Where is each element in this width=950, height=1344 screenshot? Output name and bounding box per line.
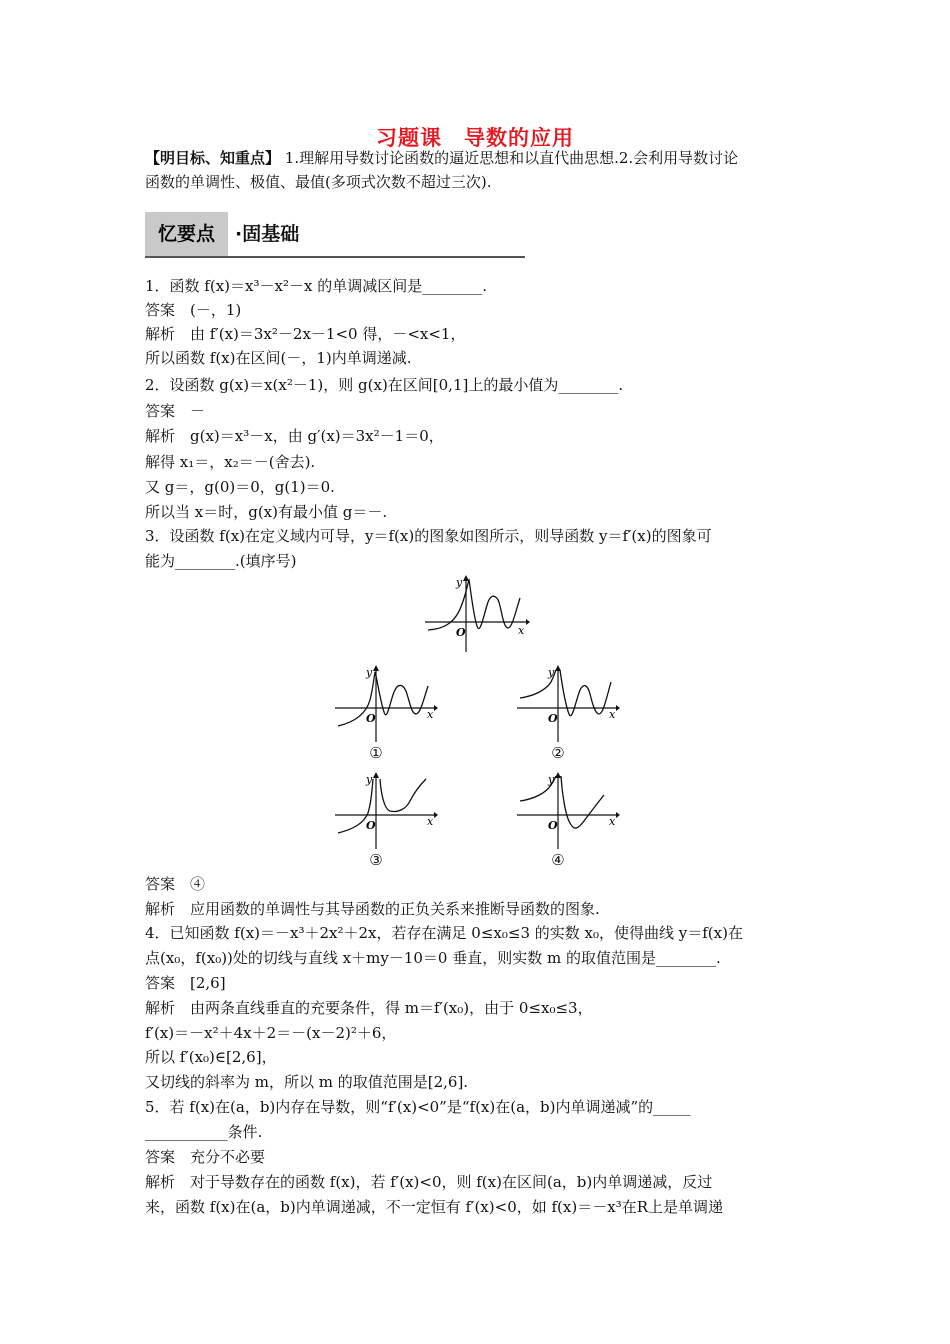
svg-text:O: O [456, 626, 466, 639]
text-line: 答案 [2,6] [145, 974, 226, 992]
text-line: 点(x₀，f(x₀))处的切线与直线 x＋my－10＝0 垂直，则实数 m 的取值范围是________. [145, 949, 721, 967]
section-banner-rule [145, 256, 525, 258]
text-line: 解析 由 f′(x)＝3x²－2x－1<0 得，－<x<1， [145, 325, 466, 343]
text-line: 1．函数 f(x)＝x³－x²－x 的单调减区间是________. [145, 277, 487, 295]
text-line: 5．若 f(x)在(a，b)内存在导数，则“f′(x)<0”是“f(x)在(a，b)内单调递减”的_____ [145, 1098, 691, 1116]
svg-text:O: O [366, 819, 376, 832]
learning-goal-text-1: 1.理解用导数讨论函数的逼近思想和以直代曲思想.2.会利用导数讨论 [280, 149, 739, 167]
option-caption-1: ① [369, 744, 383, 762]
text-line: 来，函数 f(x)在(a，b)内单调递减，不一定恒有 f′(x)<0，如 f(x)＝－x³在R上是单调递 [145, 1198, 723, 1216]
text-line: 解析 应用函数的单调性与其导函数的正负关系来推断导函数的图象. [145, 900, 600, 918]
svg-text:x: x [609, 708, 616, 721]
text-line: 所以当 x＝时，g(x)有最小值 g＝－. [145, 503, 388, 521]
text-line: ___________条件. [145, 1123, 263, 1141]
learning-goal-label: 【明目标、知重点】 [145, 149, 281, 167]
text-line: 2．设函数 g(x)＝x(x²－1)，则 g(x)在区间[0,1]上的最小值为________. [145, 376, 624, 394]
page-title: 习题课 导数的应用 [376, 126, 574, 150]
text-line: f′(x)＝－x²＋4x＋2＝－(x－2)²＋6， [145, 1024, 397, 1042]
svg-text:y: y [456, 576, 463, 589]
option-caption-3: ③ [369, 851, 383, 869]
svg-text:O: O [548, 819, 558, 832]
text-line: 解析 由两条直线垂直的充要条件，得 m＝f′(x₀)，由于 0≤x₀≤3， [145, 999, 593, 1017]
text-line: 所以函数 f(x)在区间(－，1)内单调递减. [145, 349, 412, 367]
svg-text:y: y [366, 773, 373, 786]
svg-text:y: y [366, 666, 373, 679]
text-line: 4．已知函数 f(x)＝－x³＋2x²＋2x，若存在满足 0≤x₀≤3 的实数 x₀，使得曲线 y＝f(x)在 [145, 924, 743, 942]
option-graph-4 [512, 771, 622, 851]
text-line: 答案 (－，1) [145, 301, 242, 319]
svg-text:y: y [548, 666, 555, 679]
text-line: 答案 ④ [145, 875, 206, 893]
text-line: 所以 f′(x₀)∈[2,6]， [145, 1048, 277, 1066]
svg-text:O: O [548, 712, 558, 725]
text-line: 答案 充分不必要 [145, 1148, 266, 1166]
text-line: 能为________.(填序号) [145, 552, 297, 570]
option-graph-3 [330, 771, 440, 851]
svg-text:y: y [548, 773, 555, 786]
svg-text:x: x [609, 815, 616, 828]
text-line: 解得 x₁＝，x₂＝－(舍去). [145, 453, 316, 471]
option-graph-1 [330, 664, 440, 744]
learning-goal-line-2: 函数的单调性、极值、最值(多项式次数不超过三次). [145, 173, 492, 191]
option-caption-4: ④ [551, 851, 565, 869]
section-banner [145, 212, 525, 256]
text-line: 又 g＝，g(0)＝0，g(1)＝0. [145, 478, 335, 496]
text-line: 又切线的斜率为 m，所以 m 的取值范围是[2,6]. [145, 1073, 469, 1091]
option-graph-2 [512, 664, 622, 744]
svg-text:x: x [427, 815, 434, 828]
svg-text:x: x [518, 624, 525, 637]
text-line: 答案 － [145, 402, 206, 420]
learning-goal-line-1 [145, 148, 738, 168]
section-banner-text: ·固基础 [235, 223, 300, 245]
text-line: 解析 g(x)＝x³－x，由 g′(x)＝3x²－1＝0， [145, 427, 444, 445]
section-banner-box: 忆要点 [145, 212, 228, 256]
option-caption-2: ② [551, 744, 565, 762]
function-graph-main [420, 574, 530, 654]
svg-text:x: x [427, 708, 434, 721]
text-line: 解析 对于导数存在的函数 f(x)，若 f′(x)<0，则 f(x)在区间(a，b)内单调递减，反过 [145, 1173, 713, 1191]
text-line: 3．设函数 f(x)在定义域内可导，y＝f(x)的图象如图所示，则导函数 y＝f′(x)的图象可 [145, 527, 712, 545]
svg-text:O: O [366, 712, 376, 725]
